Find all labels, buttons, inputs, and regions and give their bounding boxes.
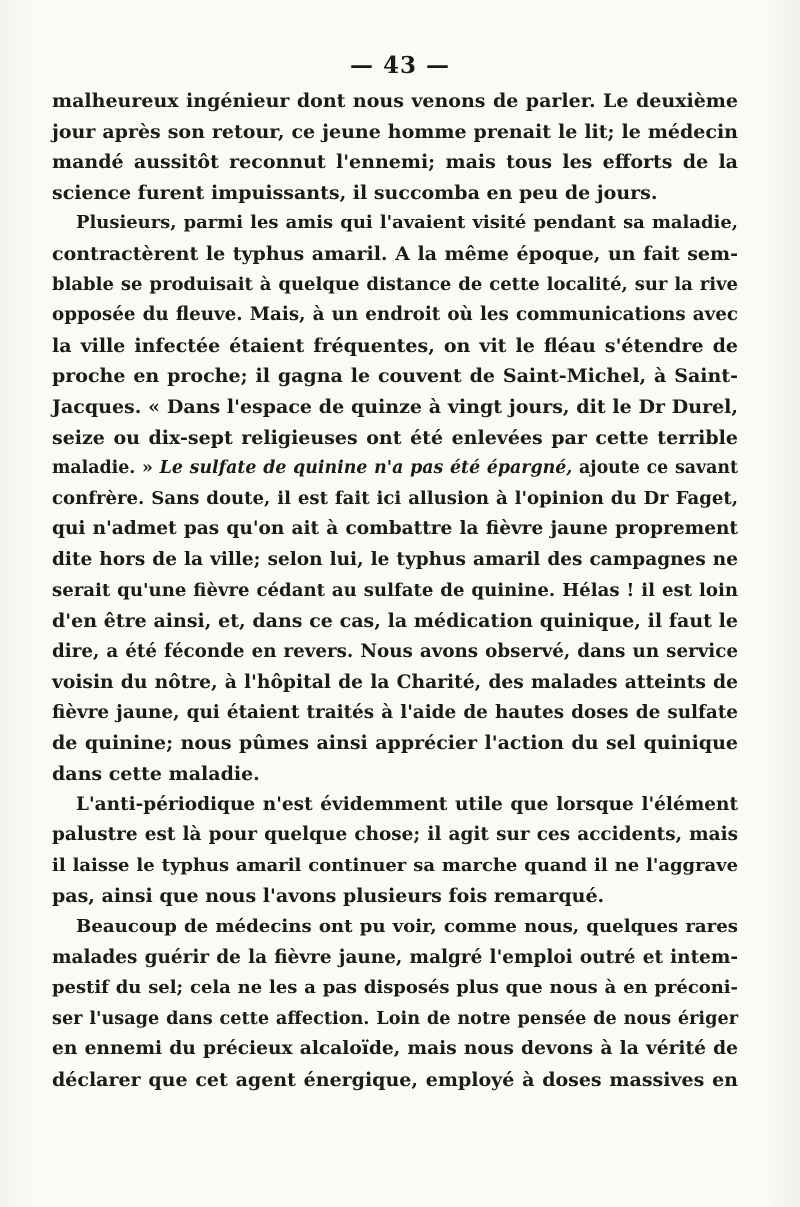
text-line: Plusieurs, parmi les amis qui l'avaient visité pendant sa maladie,: [76, 212, 738, 234]
text-line: proche en proche; il gagna le couvent de Saint-Michel, à Saint-: [52, 365, 738, 388]
text-line: pas, ainsi que nous l'avons plusieurs fois remarqué.: [52, 885, 605, 908]
text-line: déclarer que cet agent énergique, employé à doses massives en: [52, 1069, 738, 1091]
text-line: blable se produisait à quelque distance de cette localité, sur la rive: [52, 273, 738, 295]
text-line: dite hors de la ville; selon lui, le typhus amaril des campagnes ne: [52, 548, 738, 570]
text-line: confrère. Sans doute, il est fait ici allusion à l'opinion du Dr Faget,: [52, 487, 738, 509]
text-line: la ville infectée étaient fréquentes, on vit le fléau s'étendre de: [52, 334, 738, 357]
text-segment: ajoute ce savant: [572, 458, 738, 479]
text-line: d'en être ainsi, et, dans ce cas, la médication quinique, il faut le: [52, 610, 738, 633]
text-line: qui n'admet pas qu'on ait à combattre la fièvre jaune proprement: [52, 518, 738, 540]
text-line: voisin du nôtre, à l'hôpital de la Charité, des malades atteints de: [52, 671, 738, 694]
italic-quote: Le sulfate de quinine n'a pas été épargné,: [159, 458, 573, 479]
text-line: de quinine; nous pûmes ainsi apprécier l'action du sel quinique: [52, 732, 738, 755]
text-line: malades guérir de la fièvre jaune, malgré l'emploi outré et intem-: [52, 946, 738, 968]
text-line: jour après son retour, ce jeune homme prenait le lit; le médecin: [52, 120, 738, 143]
text-line: Beaucoup de médecins ont pu voir, comme nous, quelques rares: [76, 916, 738, 938]
text-line: Jacques. « Dans l'espace de quinze à vingt jours, dit le Dr Durel,: [52, 395, 738, 418]
text-line: opposée du fleuve. Mais, à un endroit où les communications avec: [52, 304, 738, 326]
body-text: [52, 86, 738, 1096]
text-line: palustre est là pour quelque chose; il agit sur ces accidents, mais: [52, 824, 738, 846]
text-line: serait qu'une fièvre cédant au sulfate de quinine. Hélas ! il est loin: [52, 579, 738, 601]
text-line: fièvre jaune, qui étaient traités à l'aide de hautes doses de sulfate: [52, 701, 738, 723]
text-line: en ennemi du précieux alcaloïde, mais nous devons à la vérité de: [52, 1038, 738, 1060]
text-line: science furent impuissants, il succomba en peu de jours.: [52, 181, 658, 204]
text-line: dans cette maladie.: [52, 763, 260, 786]
text-line: pestif du sel; cela ne les a pas disposés plus que nous à en préconi-: [52, 977, 738, 999]
text-line: L'anti-périodique n'est évidemment utile que lorsque l'élément: [76, 793, 738, 815]
text-line: contractèrent le typhus amaril. A la même époque, un fait sem-: [52, 242, 738, 265]
text-line: il laisse le typhus amaril continuer sa marche quand il ne l'aggrave: [52, 854, 738, 876]
text-segment: maladie. »: [52, 458, 160, 479]
text-line: dire, a été féconde en revers. Nous avons observé, dans un service: [52, 640, 738, 662]
text-line: [52, 453, 738, 484]
page-number: — 43 —: [349, 52, 451, 79]
text-line: seize ou dix-sept religieuses ont été enlevées par cette terrible: [52, 426, 738, 449]
text-line: mandé aussitôt reconnut l'ennemi; mais tous les efforts de la: [52, 151, 738, 174]
text-line: malheureux ingénieur dont nous venons de parler. Le deuxième: [52, 90, 738, 112]
text-line: ser l'usage dans cette affection. Loin de notre pensée de nous ériger: [52, 1007, 738, 1029]
